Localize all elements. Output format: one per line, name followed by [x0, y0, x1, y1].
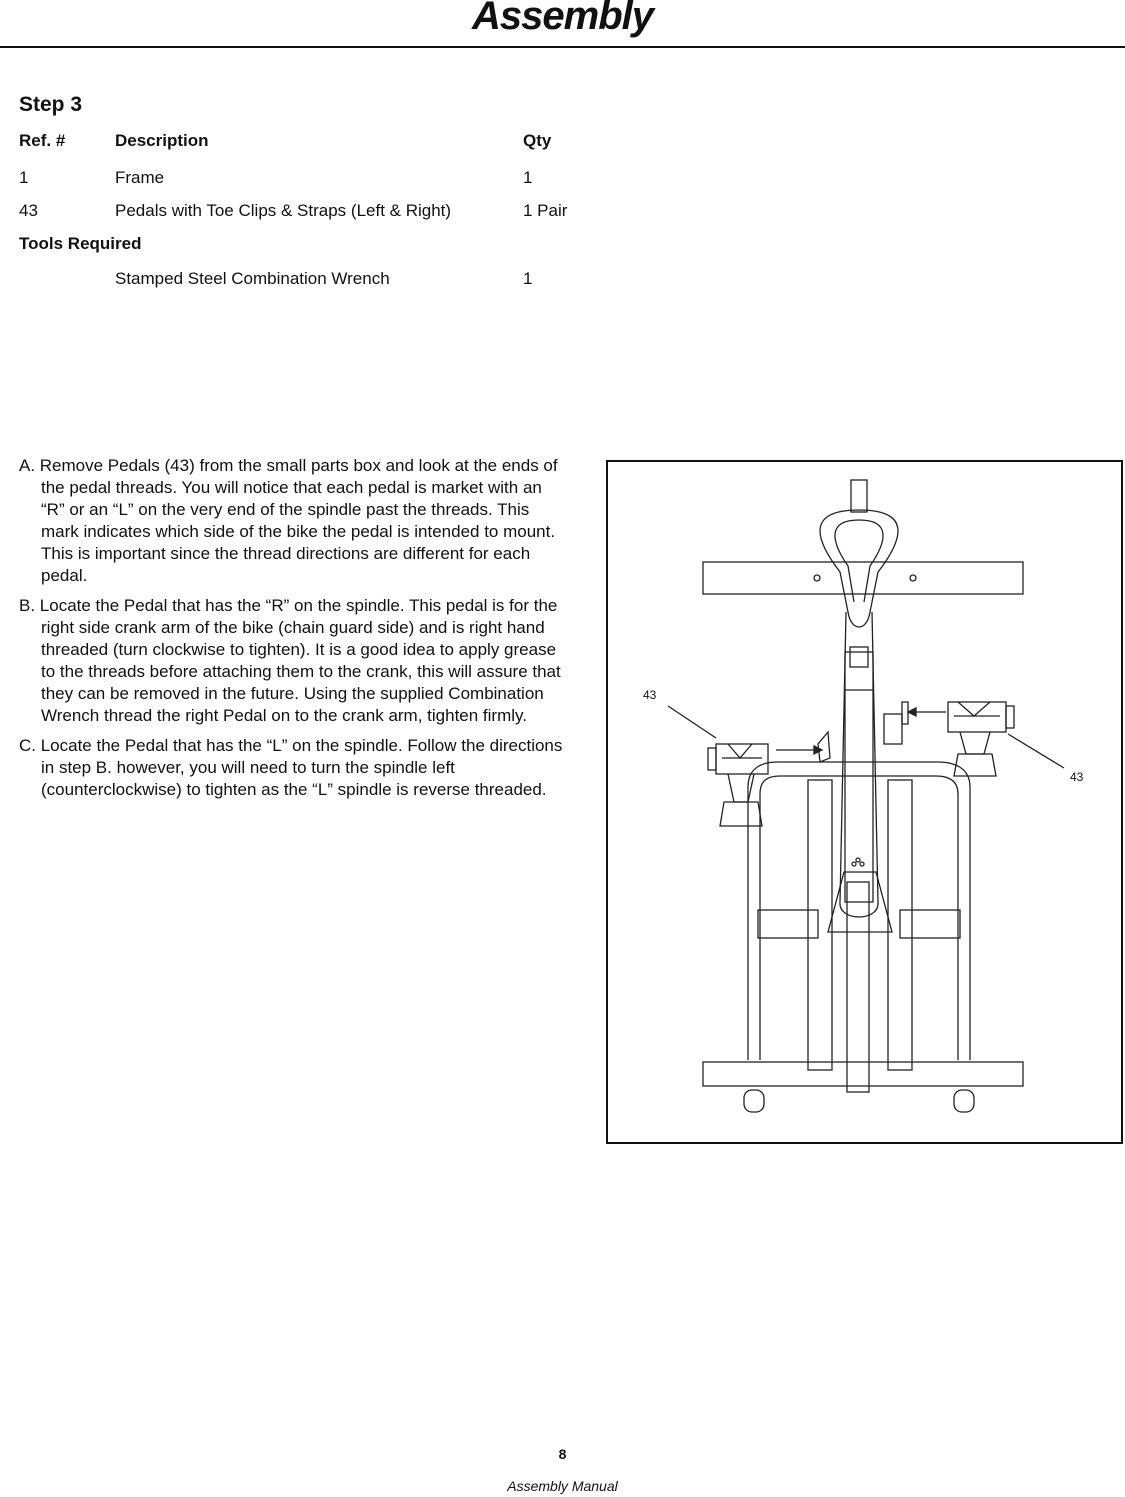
bike-top-view-illustration [608, 462, 1125, 1146]
tool-qty: 1 [523, 269, 533, 288]
column-header-ref: Ref. # [19, 131, 66, 150]
instruction-step-a: A. Remove Pedals (43) from the small parts box and look at the ends of the pedal threads. You will notice that each pedal is market with an “R” or an “L” on the very end of the spindle past the threads. This mark indicates which side of the bike the pedal is intended to mount. This is important since the thread directions are different for each pedal. [19, 456, 558, 585]
tool-description: Stamped Steel Combination Wrench [115, 269, 390, 288]
part-ref: 1 [19, 168, 29, 187]
part-description: Frame [115, 168, 165, 187]
step-title: Step 3 [19, 93, 83, 116]
part-ref: 43 [19, 201, 38, 220]
page-title: Assembly [472, 0, 653, 38]
part-qty: 1 [523, 168, 533, 187]
column-header-qty: Qty [523, 131, 552, 150]
callout-label-right-pedal: 43 [1070, 770, 1084, 784]
instruction-step-c: C. Locate the Pedal that has the “L” on the spindle. Follow the directions in step B. however, you will need to turn the spindle left (counterclockwise) to tighten as the “L” spindle is reverse threaded. [19, 736, 563, 799]
part-description: Pedals with Toe Clips & Straps (Left & Right) [115, 201, 452, 220]
part-qty: 1 Pair [523, 201, 568, 220]
column-header-description: Description [115, 131, 209, 150]
tools-required-heading: Tools Required [19, 234, 142, 253]
instruction-step-b: B. Locate the Pedal that has the “R” on the spindle. This pedal is for the right side crank arm of the bike (chain guard side) and is right hand threaded (turn clockwise to tighten). It is a good idea to apply grease to the threads before attaching them to the crank, this will assure that they can be removed in the future. Using the supplied Combination Wrench thread the right Pedal on to the crank arm, tighten firmly. [19, 596, 561, 725]
assembly-figure [606, 460, 1123, 1144]
instructions [19, 455, 564, 809]
header-rule [0, 46, 1125, 48]
page-number: 8 [558, 1446, 567, 1462]
footer-manual-name: Assembly Manual [507, 1478, 618, 1494]
callout-label-left-pedal: 43 [643, 688, 657, 702]
